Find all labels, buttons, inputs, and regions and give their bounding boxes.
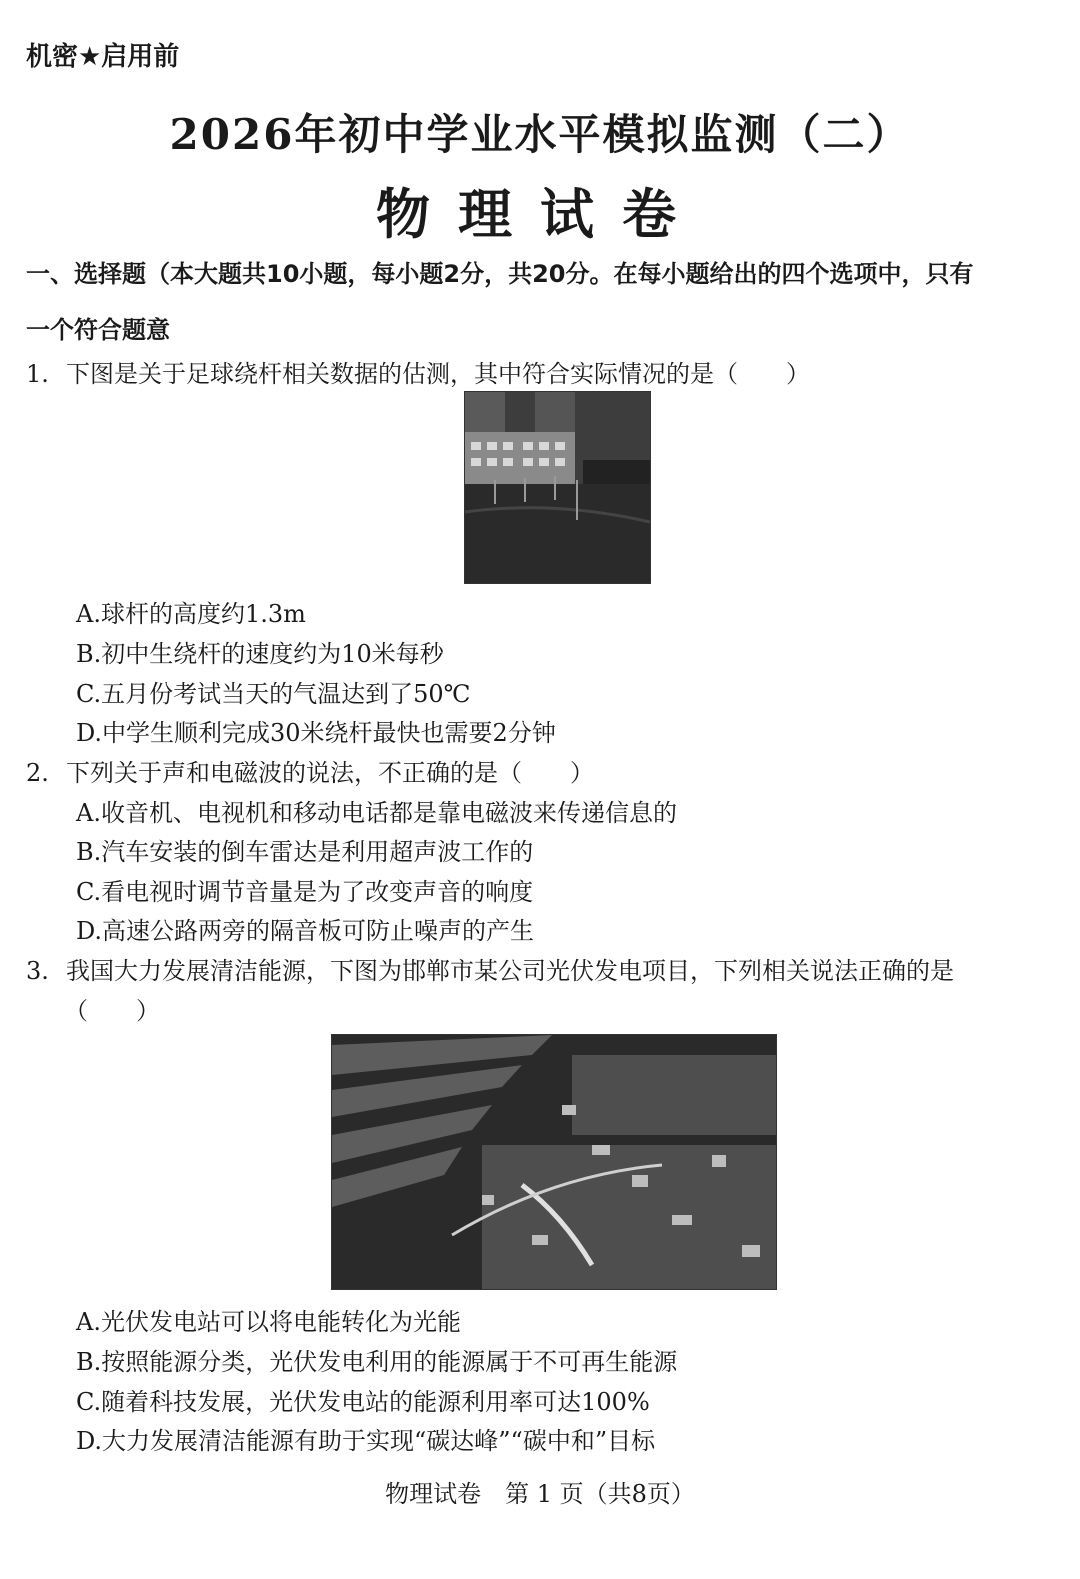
question-3-answer-bracket: （ ） [64,997,160,1025]
subject-title: 物理试卷 [376,182,704,246]
solar-plant-illustration [332,1035,776,1289]
question-number: 3. [26,957,49,985]
q1-option-a: A.球杆的高度约1.3m [76,600,306,628]
soccer-field-photo [464,391,651,584]
question-number: 1. [26,360,49,388]
section-heading: 一、选择题（本大题共10小题，每小题2分，共20分。在每小题给出的四个选项中，只有 [26,260,974,288]
soccer-field-illustration [465,392,650,583]
q3-option-a: A.光伏发电站可以将电能转化为光能 [76,1308,461,1336]
q3-option-d: D.大力发展清洁能源有助于实现“碳达峰”“碳中和”目标 [76,1427,656,1455]
confidential-mark: 机密★启用前 [26,42,180,72]
question-3-stem [26,951,954,986]
q1-option-b: B.初中生绕杆的速度约为10米每秒 [76,640,444,668]
q2-option-a: A.收音机、电视机和移动电话都是靠电磁波来传递信息的 [76,799,677,827]
q1-option-d: D.中学生顺利完成30米绕杆最快也需要2分钟 [76,719,556,747]
question-text: 下图是关于足球绕杆相关数据的估测，其中符合实际情况的是（ ） [66,360,810,388]
q2-option-d: D.高速公路两旁的隔音板可防止噪声的产生 [76,917,535,945]
question-text: 我国大力发展清洁能源，下图为邯郸市某公司光伏发电项目，下列相关说法正确的是 [66,957,954,985]
solar-plant-aerial-photo [331,1034,777,1290]
question-1-stem [26,354,810,389]
question-number: 2. [26,759,49,787]
q3-option-c: C.随着科技发展，光伏发电站的能源利用率可达100% [76,1388,650,1416]
question-text: 下列关于声和电磁波的说法，不正确的是（ ） [66,759,594,787]
page-footer: 物理试卷 第 1 页（共8页） [385,1480,695,1508]
q1-option-c: C.五月份考试当天的气温达到了50℃ [76,680,471,708]
q3-option-b: B.按照能源分类，光伏发电利用的能源属于不可再生能源 [76,1348,678,1376]
q2-option-c: C.看电视时调节音量是为了改变声音的响度 [76,878,534,906]
question-2-stem [26,753,594,788]
q2-option-b: B.汽车安装的倒车雷达是利用超声波工作的 [76,838,534,866]
section-heading-cont: 一个符合题意 [26,316,170,344]
exam-title: 2026年初中学业水平模拟监测（二） [169,110,911,159]
